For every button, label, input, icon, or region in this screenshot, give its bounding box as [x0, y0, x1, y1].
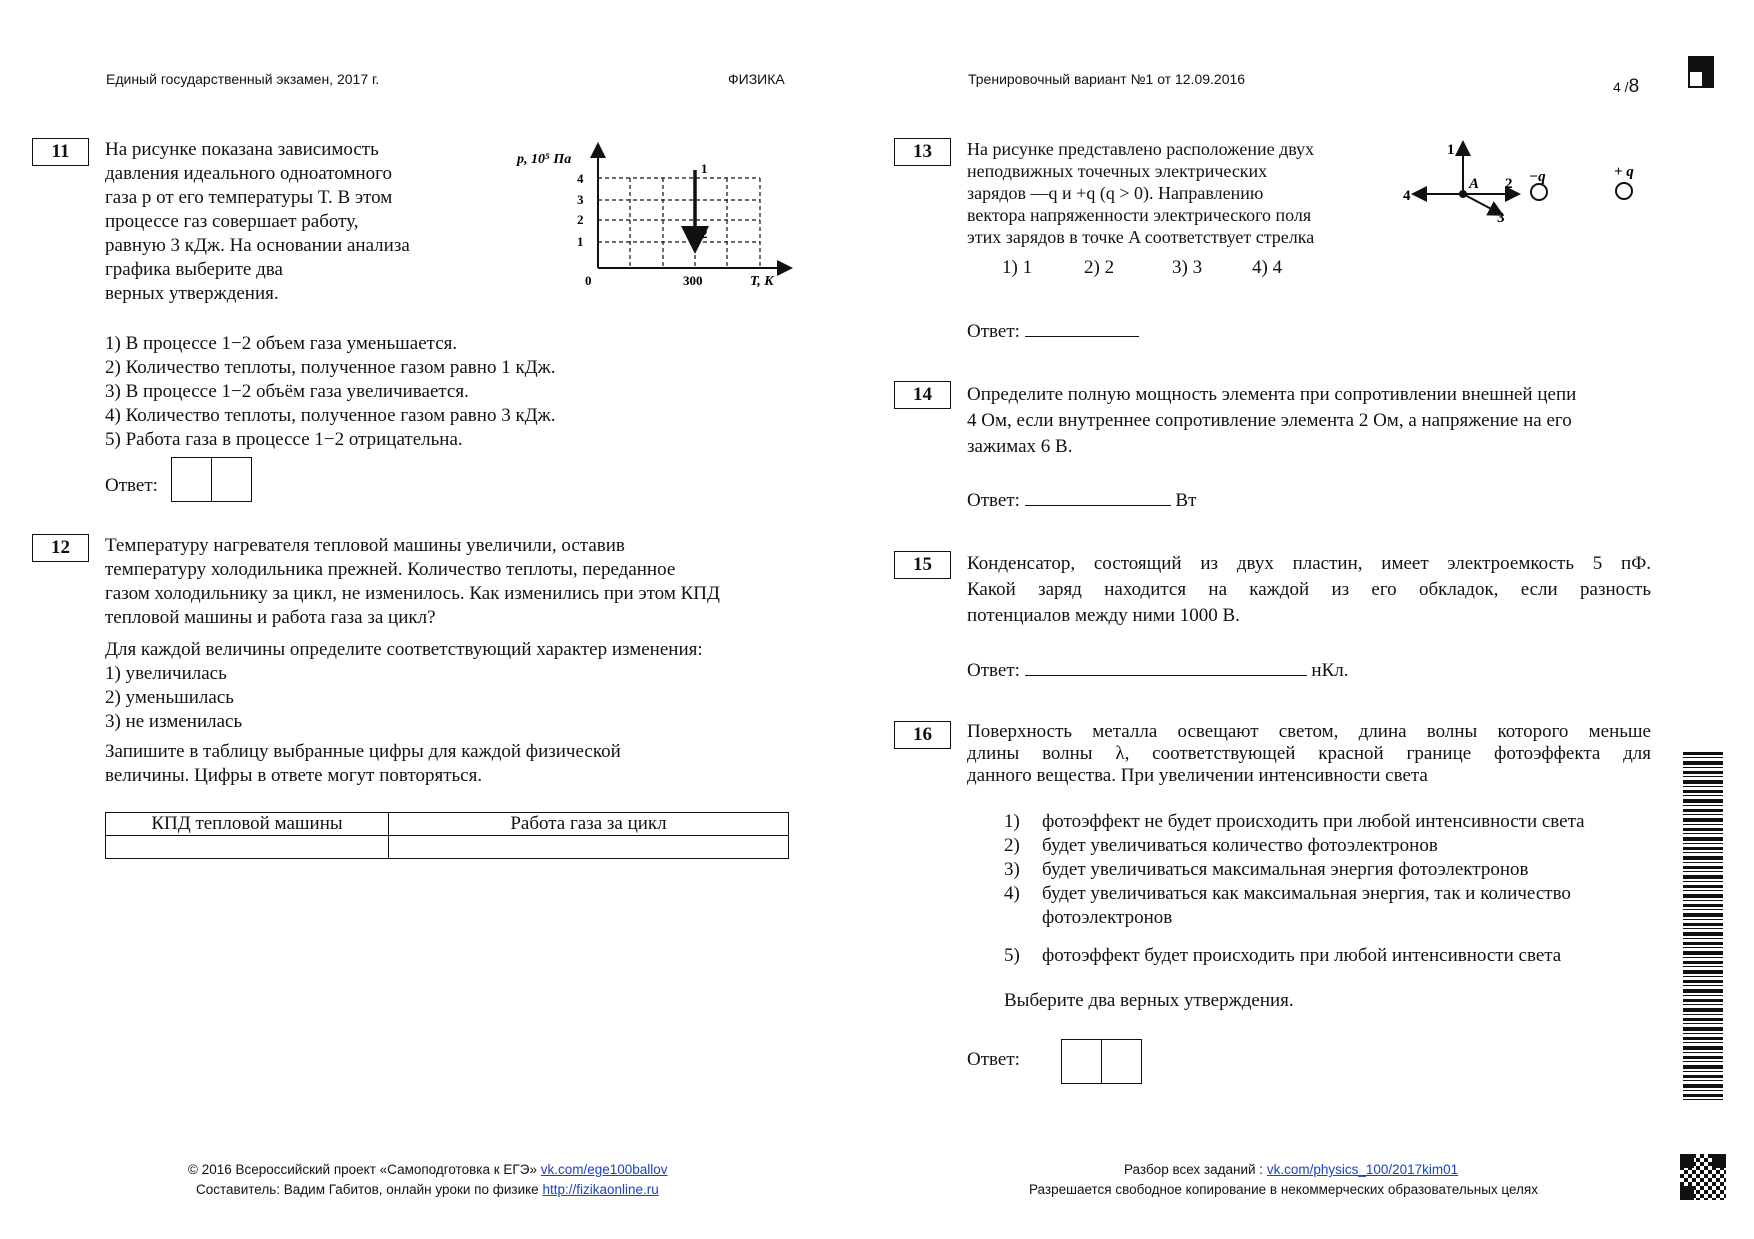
- origin-label: 0: [585, 273, 592, 288]
- negative-charge-label: −q: [1529, 169, 1546, 185]
- q16-text: Поверхность металла освещают светом, длина волны которого меньше длины волны λ, соответствующей красной границе фотоэффекта для данного вещества. При увеличении интенсивности света: [967, 721, 1651, 786]
- q11-option-4: 4) Количество теплоты, полученное газом равно 3 кДж.: [105, 405, 556, 426]
- header-variant: Тренировочный вариант №1 от 12.09.2016: [968, 71, 1246, 87]
- header-subject: ФИЗИКА: [728, 71, 785, 87]
- question-number-11: 11: [32, 138, 89, 166]
- q12-write-instruction: Запишите в таблицу выбранные цифры для каждой физической величины. Цифры в ответе могут повторяться.: [105, 741, 621, 786]
- q16-answer-label: Ответ:: [967, 1049, 1020, 1070]
- footer-left-line2: Составитель: Вадим Габитов, онлайн уроки по физике http://fizikaonline.ru: [196, 1182, 659, 1197]
- y-tick-4: 4: [577, 171, 584, 186]
- point-a: [1459, 190, 1467, 198]
- page-current: 4 /: [1613, 79, 1629, 95]
- q13-charges-figure: [1395, 136, 1655, 236]
- q12-text: Температуру нагревателя тепловой машины увеличили, оставив температуру холодильника прежней. Количество теплоты, переданное газом холодильнику за цикл, не изменилось. Как изменились при этом КПД тепловой машины и работа газа за цикл?: [105, 535, 720, 628]
- q13-option-1: 1) 1: [1002, 257, 1033, 278]
- footer-left-line1: © 2016 Всероссийский проект «Самоподготовка к ЕГЭ» vk.com/ege100ballov: [188, 1162, 668, 1177]
- footer-right-line2: Разрешается свободное копирование в некоммерческих образовательных целях: [1029, 1182, 1538, 1197]
- q16-select: Выберите два верных утверждения.: [1004, 990, 1294, 1011]
- q12-answer-work[interactable]: [389, 836, 789, 859]
- negative-charge: [1531, 184, 1547, 200]
- q16-answer-cell-2[interactable]: [1102, 1039, 1142, 1084]
- q13-answer-label: Ответ:: [967, 321, 1020, 342]
- q14-text: Определите полную мощность элемента при сопротивлении внешней цепи 4 Ом, если внутреннее сопротивление элемента 2 Ом, а напряжение на его зажимах 6 В.: [967, 384, 1577, 457]
- question-number-16: 16: [894, 721, 951, 749]
- footer-right-line1: Разбор всех заданий : vk.com/physics_100/2017kim01: [1124, 1162, 1459, 1177]
- q14-answer-label: Ответ:: [967, 490, 1020, 511]
- arrow-3: [1463, 194, 1497, 212]
- q11-pressure-temperature-graph: [505, 140, 805, 290]
- question-number-14: 14: [894, 381, 951, 409]
- y-axis-label: p, 10⁵ Па: [517, 152, 572, 167]
- arrow-3-label: 3: [1497, 210, 1505, 226]
- q15-text: Конденсатор, состоящий из двух пластин, имеет электроемкость 5 пФ. Какой заряд находится на каждой из его обкладок, если разность потенциалов между ними 1000 В.: [967, 553, 1651, 626]
- qr-code-icon: [1680, 1154, 1726, 1200]
- q13-answer: [967, 318, 1139, 344]
- q11-option-5: 5) Работа газа в процессе 1−2 отрицательна.: [105, 429, 463, 450]
- q13-options: [1002, 256, 1322, 280]
- footer-link-vk-physics[interactable]: vk.com/physics_100/2017kim01: [1266, 1162, 1459, 1177]
- q11-answer-cell-1[interactable]: [171, 457, 212, 502]
- q11-options: [105, 332, 725, 452]
- q16-answer-boxes[interactable]: [1061, 1039, 1142, 1084]
- page-total: 8: [1628, 76, 1640, 97]
- q16-option-4-cont: фотоэлектронов: [1042, 907, 1173, 928]
- grid: [598, 178, 760, 268]
- q13-text: На рисунке представлено расположение двух неподвижных точечных электрических зарядов —q и +q (q > 0). Направлению вектора напряженности электрического поля этих зарядов в точке A соответствует стрелка: [967, 139, 1315, 247]
- footer-link-vk-ege[interactable]: vk.com/ege100ballov: [540, 1162, 668, 1177]
- q12-header-work: Работа газа за цикл: [389, 813, 789, 836]
- point-1-label: 1: [701, 161, 708, 176]
- y-tick-2: 2: [577, 212, 584, 227]
- question-number-13: 13: [894, 138, 951, 166]
- q13-answer-field[interactable]: [1025, 318, 1139, 337]
- arrow-4-label: 4: [1403, 188, 1411, 204]
- x-tick-300: 300: [683, 273, 703, 288]
- question-number-12: 12: [32, 534, 89, 562]
- q12-instruction: Для каждой величины определите соответствующий характер изменения:: [105, 639, 703, 660]
- y-tick-1: 1: [577, 234, 584, 249]
- q15-answer: [967, 657, 1348, 683]
- q16-option-4: 4) будет увеличиваться как максимальная энергия, так и количество: [1004, 883, 1571, 904]
- corner-marker-inner: [1690, 72, 1702, 86]
- q16-option-1: 1) фотоэффект не будет происходить при любой интенсивности света: [1004, 811, 1585, 832]
- page-number: [1613, 76, 1639, 98]
- q16-option-5: 5) фотоэффект будет происходить при любой интенсивности света: [1004, 945, 1562, 966]
- q11-option-2: 2) Количество теплоты, полученное газом равно 1 кДж.: [105, 357, 556, 378]
- q12-choices: 1) увеличилась 2) уменьшилась 3) не изменилась: [105, 663, 243, 732]
- q15-answer-label: Ответ:: [967, 660, 1020, 681]
- question-number-15: 15: [894, 551, 951, 579]
- q12-answer-table: [105, 812, 789, 859]
- q11-option-1: 1) В процессе 1−2 объем газа уменьшается.: [105, 333, 458, 354]
- x-axis-label: T, K: [750, 274, 774, 289]
- footer-link-fizikaonline[interactable]: http://fizikaonline.ru: [542, 1182, 659, 1197]
- q13-option-2: 2) 2: [1084, 257, 1115, 278]
- q14-unit: Вт: [1175, 490, 1197, 511]
- point-2-label: 2: [701, 226, 708, 241]
- q16-options: [1004, 810, 1654, 968]
- arrow-1-label: 1: [1447, 142, 1455, 158]
- q12-header-efficiency: КПД тепловой машины: [106, 813, 389, 836]
- q11-option-3: 3) В процессе 1−2 объём газа увеличивается.: [105, 381, 469, 402]
- q11-answer-boxes[interactable]: [171, 457, 252, 502]
- q14-answer-field[interactable]: [1025, 487, 1171, 506]
- q16-option-2: 2) будет увеличиваться количество фотоэлектронов: [1004, 835, 1438, 856]
- q11-text: На рисунке показана зависимость давления идеального одноатомного газа p от его температуры T. В этом процессе газ совершает работу, равную 3 кДж. На основании анализа графика выберите два верных утверждения.: [105, 139, 410, 304]
- arrow-2-label: 2: [1505, 176, 1513, 192]
- q14-answer: [967, 487, 1196, 513]
- q13-option-3: 3) 3: [1172, 257, 1203, 278]
- q15-answer-field[interactable]: [1025, 657, 1307, 676]
- positive-charge-label: + q: [1614, 164, 1634, 180]
- q12-answer-efficiency[interactable]: [106, 836, 389, 859]
- positive-charge: [1616, 183, 1632, 199]
- q15-unit: нКл.: [1311, 660, 1349, 681]
- q13-option-4: 4) 4: [1252, 257, 1283, 278]
- q11-answer-cell-2[interactable]: [212, 457, 252, 502]
- q16-option-3: 3) будет увеличиваться максимальная энергия фотоэлектронов: [1004, 859, 1529, 880]
- y-tick-3: 3: [577, 192, 584, 207]
- barcode-icon: [1683, 752, 1723, 1100]
- q16-answer-cell-1[interactable]: [1061, 1039, 1102, 1084]
- header-exam-title: Единый государственный экзамен, 2017 г.: [106, 71, 380, 87]
- point-a-label: A: [1469, 176, 1480, 192]
- q11-answer-label: Ответ:: [105, 475, 158, 496]
